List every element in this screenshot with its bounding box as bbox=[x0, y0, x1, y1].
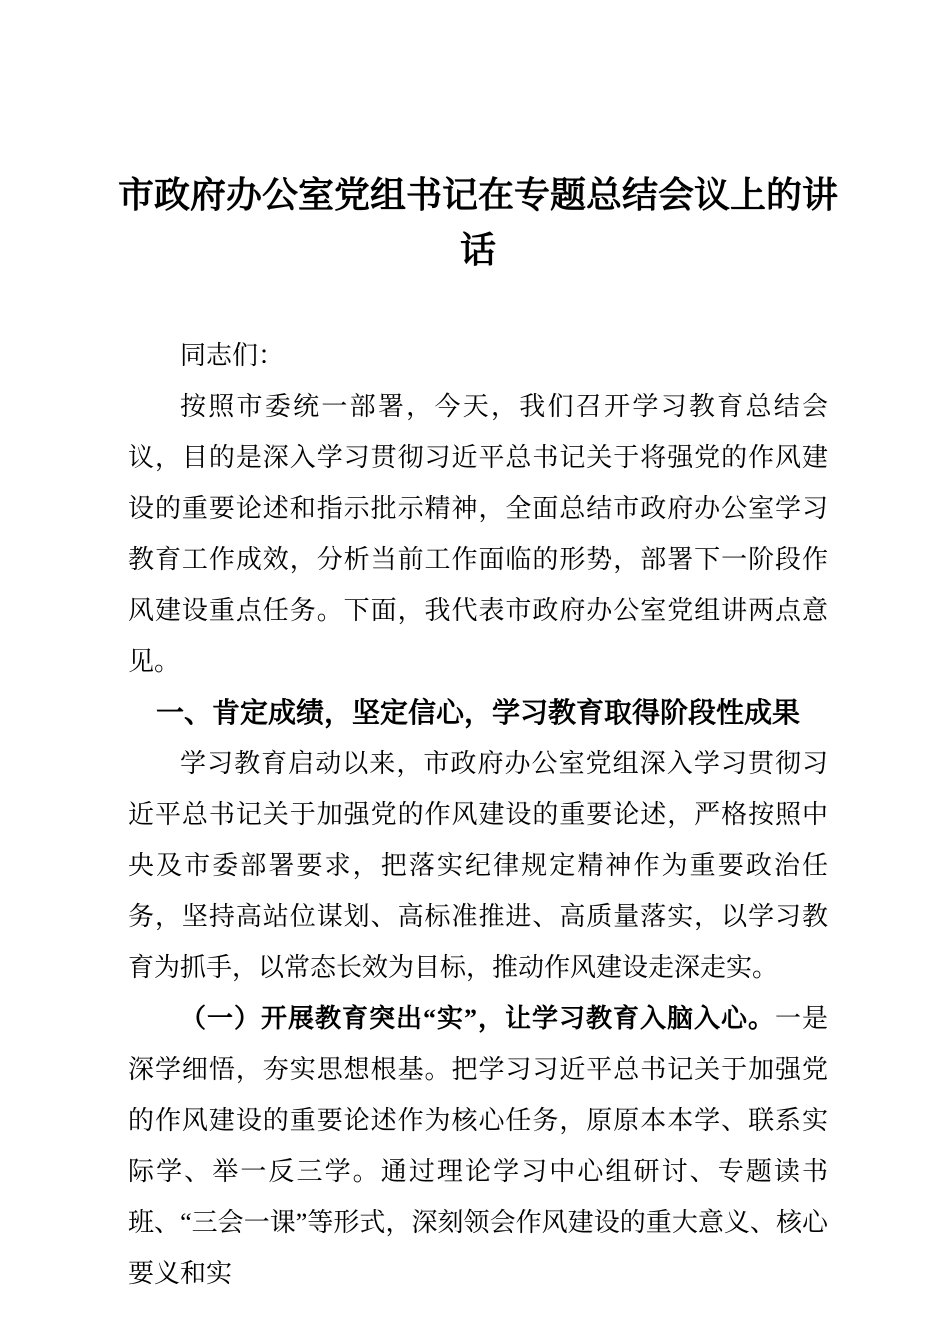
section-body-paragraph: 学习教育启动以来，市政府办公室党组深入学习贯彻习近平总书记关于加强党的作风建设的重要论述，严格按照中央及市委部署要求，把落实纪律规定精神作为重要政治任务，坚持高站位谋划、高标准推进、高质量落实，以学习教育为抓手，以常态长效为目标，推动作风建设走深走实。 bbox=[128, 749, 828, 982]
document-title bbox=[106, 168, 850, 278]
subsection-lead-bold: （一）开展教育突出“实”，让学习教育入脑入心。 bbox=[180, 1004, 775, 1033]
section-heading-1: 一、肯定成绩，坚定信心，学习教育取得阶段性成果 bbox=[155, 697, 800, 728]
subsection-paragraph bbox=[128, 993, 828, 1299]
salutation: 同志们： bbox=[180, 341, 285, 370]
intro-paragraph: 按照市委统一部署，今天，我们召开学习教育总结会议，目的是深入学习贯彻习近平总书记关于将强党的作风建设的重要论述和指示批示精神，全面总结市政府办公室学习教育工作成效，分析当前工作面临的形势，部署下一阶段作风建设重点任务。下面，我代表市政府办公室党组讲两点意见。 bbox=[128, 392, 828, 676]
document-body bbox=[128, 330, 828, 1299]
title-line-2: 话 bbox=[459, 230, 496, 270]
subsection-body-text: 一是深学细悟，夯实思想根基。把学习习近平总书记关于加强党的作风建设的重要论述作为核心任务，原原本本学、联系实际学、举一反三学。通过理论学习中心组研讨、专题读书班、“三会一课”等形式，深刻领会作风建设的重大意义、核心要义和实 bbox=[128, 1004, 828, 1288]
title-line-1: 市政府办公室党组书记在专题总结会议上的讲 bbox=[117, 175, 838, 215]
